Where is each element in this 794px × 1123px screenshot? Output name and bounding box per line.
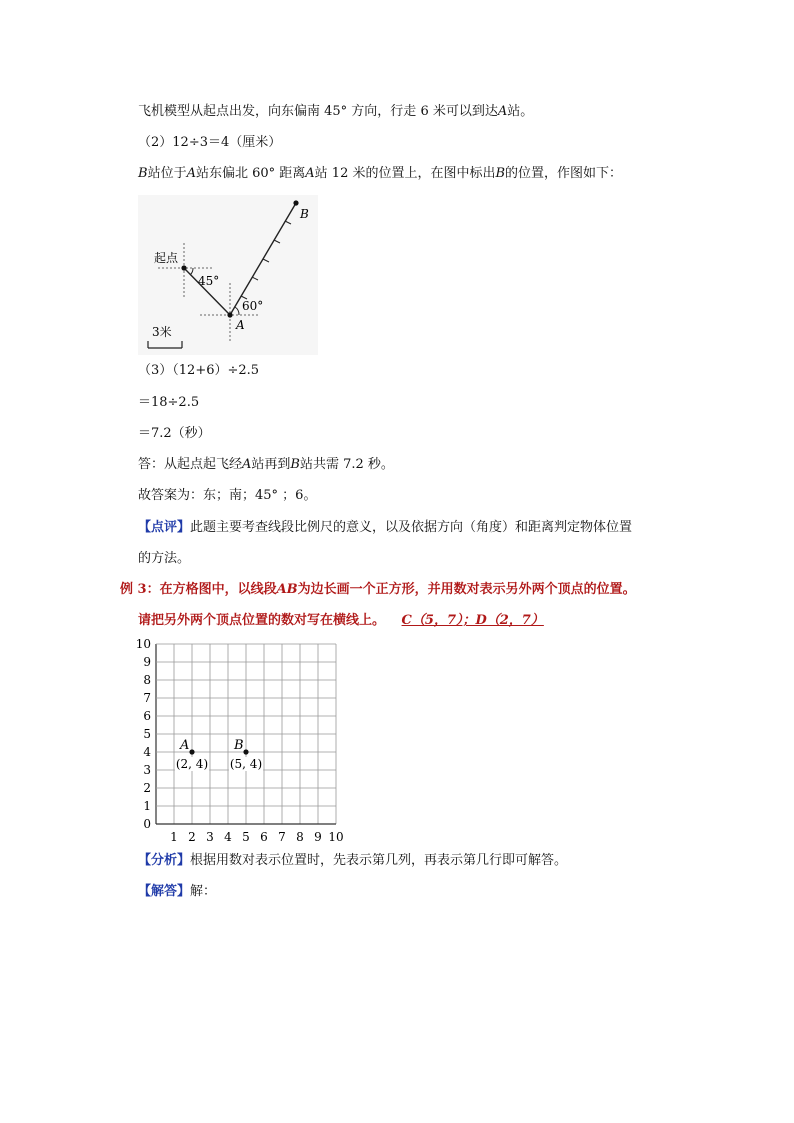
x-tick-label: 4	[224, 830, 232, 844]
comment-text-1: 此题主要考查线段比例尺的意义，以及依据方向（角度）和距离判定物体位置	[190, 520, 633, 535]
analysis-tag: 【分析】	[138, 853, 191, 868]
example3-answer: C（5，7）；D（2，7）	[401, 613, 544, 628]
angle-45-label: 45°	[198, 274, 220, 288]
y-tick-label: 3	[143, 763, 151, 777]
grid-point-a	[189, 749, 194, 754]
example3-segment-ab: AB	[276, 582, 298, 597]
x-tick-label: 10	[328, 830, 344, 844]
y-tick-label: 1	[143, 799, 151, 813]
point-b-label: B	[300, 207, 309, 221]
scale-label: 3米	[152, 325, 172, 339]
grid-point-label-a: A	[180, 738, 190, 753]
line1-end: 站。	[507, 104, 534, 119]
line3-text-1: 站位于	[147, 166, 187, 181]
direction-diagram	[138, 195, 318, 355]
grid-point-label-b: B	[234, 738, 244, 753]
x-tick-label: 5	[242, 830, 250, 844]
grid-point-coord-a: (2, 4)	[175, 757, 209, 771]
line7-text-2: 站再到	[251, 457, 291, 472]
y-tick-label: 8	[143, 673, 151, 687]
grid-point-coord-b: (5, 4)	[229, 757, 263, 771]
y-tick-label: 0	[143, 817, 151, 831]
line3-point-b-2: B	[495, 166, 506, 181]
grid-points	[175, 738, 263, 771]
line3-point-a: A	[186, 166, 196, 181]
x-tick-label: 8	[296, 830, 304, 844]
line3-point-a-2: A	[305, 166, 315, 181]
solution-tag: 【解答】	[138, 884, 191, 899]
y-tick-label: 9	[143, 655, 151, 669]
line7-point-a: A	[242, 457, 252, 472]
text-line-7	[138, 456, 394, 474]
solution-line	[138, 883, 216, 901]
analysis-text: 根据用数对表示位置时，先表示第几列，再表示第几行即可解答。	[190, 853, 568, 868]
line1-text: 飞机模型从起点出发，向东偏南 45° 方向，行走 6 米可以到达	[138, 104, 498, 119]
text-line-6: ＝7.2（秒）	[138, 426, 211, 441]
solution-text: 解：	[190, 884, 217, 899]
example3-instruction: 请把另外两个顶点位置的数对写在横线上。	[138, 613, 386, 628]
line3-text-2: 站东偏北 60° 距离	[195, 166, 306, 181]
y-tick-label: 2	[143, 781, 151, 795]
text-line-4: （3）（12+6）÷2.5	[138, 363, 260, 378]
comment-tag: 【点评】	[138, 520, 191, 535]
x-tick-label: 7	[278, 830, 286, 844]
start-point	[181, 265, 186, 270]
x-tick-label: 6	[260, 830, 268, 844]
text-line-3	[138, 165, 622, 183]
angle-60-label: 60°	[242, 299, 264, 313]
example3-text-2: 为边长画一个正方形，并用数对表示另外两个顶点的位置。	[297, 582, 636, 597]
point-a-label: A	[236, 318, 245, 332]
point-b	[293, 200, 298, 205]
line7-point-b: B	[290, 457, 300, 472]
y-tick-label: 10	[136, 638, 151, 651]
y-tick-label: 6	[143, 709, 151, 723]
x-tick-label: 3	[206, 830, 214, 844]
grid-point-b	[243, 749, 248, 754]
line7-text-3: 站共需 7.2 秒。	[299, 457, 394, 472]
comment-line-1	[138, 519, 632, 537]
text-line-2: （2）12÷3＝4（厘米）	[138, 135, 282, 150]
line1-point-a: A	[497, 104, 508, 119]
comment-line-2: 的方法。	[138, 551, 191, 566]
coordinate-grid	[136, 638, 356, 848]
example3-text-1: 例 3：在方格图中，以线段	[120, 582, 277, 597]
text-line-5: ＝18÷2.5	[138, 395, 200, 410]
y-tick-label: 7	[143, 691, 151, 705]
point-a	[227, 312, 232, 317]
line3-point-b: B	[138, 166, 148, 181]
x-tick-label: 1	[170, 830, 178, 844]
start-label: 起点	[154, 251, 179, 265]
analysis-line	[138, 852, 567, 870]
line7-text-1: 答：从起点起飞经	[138, 457, 243, 472]
text-line-1	[138, 103, 533, 121]
line3-text-4: 的位置，作图如下：	[505, 166, 623, 181]
grid-lines	[156, 644, 336, 824]
y-tick-label: 5	[143, 727, 151, 741]
line3-text-3: 站 12 米的位置上，在图中标出	[314, 166, 496, 181]
text-line-8: 故答案为：东；南；45° ；6。	[138, 488, 317, 503]
example3-line-2	[138, 612, 544, 630]
x-tick-label: 9	[314, 830, 322, 844]
y-tick-label: 4	[143, 745, 151, 759]
x-tick-label: 2	[188, 830, 196, 844]
example3-line-1	[120, 581, 636, 599]
